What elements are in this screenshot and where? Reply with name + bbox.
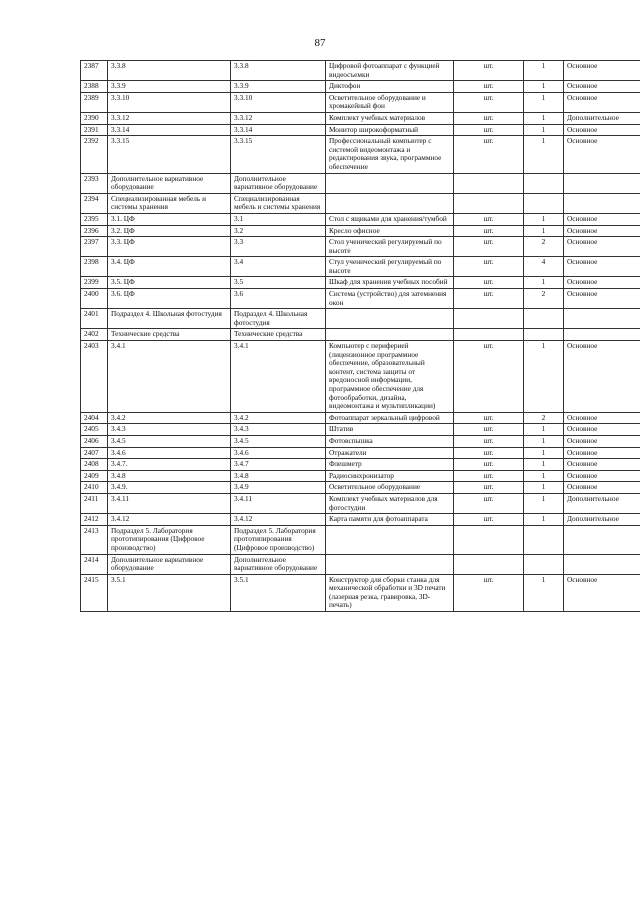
- row-number-cell: 2407: [81, 447, 108, 459]
- quantity-cell: 2: [524, 289, 564, 309]
- row-number-cell: 2396: [81, 225, 108, 237]
- category-cell: [564, 173, 640, 193]
- quantity-cell: 1: [524, 225, 564, 237]
- row-number-cell: 2387: [81, 61, 108, 81]
- unit-cell: шт.: [454, 112, 524, 124]
- category-cell: Основное: [564, 237, 640, 257]
- item-name-cell: Осветительное оборудование и хромакейный фон: [326, 92, 454, 112]
- category-cell: Основное: [564, 447, 640, 459]
- unit-cell: шт.: [454, 459, 524, 471]
- table-row: [81, 112, 640, 124]
- quantity-cell: [524, 193, 564, 213]
- item-name-cell: Система (устройство) для затемнения окон: [326, 289, 454, 309]
- row-number-cell: 2389: [81, 92, 108, 112]
- unit-cell: [454, 554, 524, 574]
- item-code-cell: 3.1: [231, 213, 326, 225]
- category-cell: [564, 554, 640, 574]
- quantity-cell: 2: [524, 237, 564, 257]
- item-name-cell: [326, 193, 454, 213]
- category-cell: [564, 193, 640, 213]
- table-row: [81, 435, 640, 447]
- quantity-cell: 1: [524, 136, 564, 173]
- quantity-cell: [524, 309, 564, 329]
- table-row: [81, 412, 640, 424]
- item-code-cell: 3.3.9: [231, 81, 326, 93]
- category-cell: Дополнительное: [564, 514, 640, 526]
- unit-cell: шт.: [454, 136, 524, 173]
- section-code-cell: 3.4. ЦФ: [108, 257, 231, 277]
- item-code-cell: 3.3.8: [231, 61, 326, 81]
- table-row: [81, 61, 640, 81]
- item-code-cell: 3.2: [231, 225, 326, 237]
- item-code-cell: Дополнительное вариативное оборудование: [231, 554, 326, 574]
- row-number-cell: 2393: [81, 173, 108, 193]
- unit-cell: [454, 525, 524, 554]
- row-number-cell: 2401: [81, 309, 108, 329]
- section-code-cell: Технические средства: [108, 329, 231, 341]
- section-code-cell: Подраздел 4. Школьная фотостудия: [108, 309, 231, 329]
- row-number-cell: 2399: [81, 277, 108, 289]
- quantity-cell: 1: [524, 92, 564, 112]
- quantity-cell: [524, 329, 564, 341]
- section-code-cell: Специализированная мебель и системы хранения: [108, 193, 231, 213]
- table-row: [81, 309, 640, 329]
- section-code-cell: 3.4.11: [108, 493, 231, 513]
- table-row: [81, 470, 640, 482]
- table-row: [81, 514, 640, 526]
- row-number-cell: 2415: [81, 574, 108, 611]
- item-code-cell: 3.4.5: [231, 435, 326, 447]
- category-cell: Основное: [564, 459, 640, 471]
- item-code-cell: Специализированная мебель и системы хранения: [231, 193, 326, 213]
- section-code-cell: 3.4.9.: [108, 482, 231, 494]
- table-row: [81, 81, 640, 93]
- section-code-cell: 3.4.3: [108, 424, 231, 436]
- item-name-cell: Диктофон: [326, 81, 454, 93]
- quantity-cell: 1: [524, 514, 564, 526]
- row-number-cell: 2406: [81, 435, 108, 447]
- table-row: [81, 459, 640, 471]
- unit-cell: шт.: [454, 341, 524, 413]
- item-code-cell: 3.4.3: [231, 424, 326, 436]
- item-code-cell: 3.3.14: [231, 124, 326, 136]
- unit-cell: шт.: [454, 213, 524, 225]
- row-number-cell: 2392: [81, 136, 108, 173]
- category-cell: Основное: [564, 435, 640, 447]
- item-code-cell: Технические средства: [231, 329, 326, 341]
- section-code-cell: 3.4.2: [108, 412, 231, 424]
- item-code-cell: 3.5: [231, 277, 326, 289]
- quantity-cell: 1: [524, 112, 564, 124]
- category-cell: Основное: [564, 61, 640, 81]
- item-code-cell: 3.3.15: [231, 136, 326, 173]
- section-code-cell: 3.5. ЦФ: [108, 277, 231, 289]
- section-code-cell: Дополнительное вариативное оборудование: [108, 554, 231, 574]
- quantity-cell: 1: [524, 61, 564, 81]
- table-row: [81, 225, 640, 237]
- row-number-cell: 2413: [81, 525, 108, 554]
- quantity-cell: 4: [524, 257, 564, 277]
- unit-cell: шт.: [454, 424, 524, 436]
- item-code-cell: 3.3.10: [231, 92, 326, 112]
- row-number-cell: 2395: [81, 213, 108, 225]
- quantity-cell: 1: [524, 470, 564, 482]
- section-code-cell: 3.3.8: [108, 61, 231, 81]
- table-row: [81, 447, 640, 459]
- category-cell: Основное: [564, 341, 640, 413]
- item-name-cell: Монитор широкоформатный: [326, 124, 454, 136]
- table-row: [81, 482, 640, 494]
- section-code-cell: Подраздел 5. Лаборатория прототипирования (Цифровое производство): [108, 525, 231, 554]
- item-code-cell: Подраздел 4. Школьная фотостудия: [231, 309, 326, 329]
- page-number: 87: [314, 37, 326, 49]
- row-number-cell: 2409: [81, 470, 108, 482]
- table-row: [81, 554, 640, 574]
- table-row: [81, 124, 640, 136]
- section-code-cell: 3.4.6: [108, 447, 231, 459]
- item-code-cell: 3.3: [231, 237, 326, 257]
- item-name-cell: Комплект учебных материалов для фотостудии: [326, 493, 454, 513]
- item-name-cell: [326, 309, 454, 329]
- item-code-cell: 3.3.12: [231, 112, 326, 124]
- item-code-cell: 3.4.6: [231, 447, 326, 459]
- quantity-cell: 1: [524, 447, 564, 459]
- unit-cell: шт.: [454, 124, 524, 136]
- section-code-cell: 3.3.10: [108, 92, 231, 112]
- section-code-cell: Дополнительное вариативное оборудование: [108, 173, 231, 193]
- row-number-cell: 2408: [81, 459, 108, 471]
- category-cell: [564, 525, 640, 554]
- table-row: [81, 92, 640, 112]
- table-row: [81, 213, 640, 225]
- quantity-cell: [524, 554, 564, 574]
- unit-cell: шт.: [454, 574, 524, 611]
- quantity-cell: 1: [524, 482, 564, 494]
- item-code-cell: 3.4.1: [231, 341, 326, 413]
- row-number-cell: 2410: [81, 482, 108, 494]
- item-name-cell: Флешметр: [326, 459, 454, 471]
- table-row: [81, 173, 640, 193]
- item-code-cell: 3.4.9: [231, 482, 326, 494]
- item-code-cell: 3.4.12: [231, 514, 326, 526]
- item-name-cell: Комплект учебных материалов: [326, 112, 454, 124]
- item-name-cell: Кресло офисное: [326, 225, 454, 237]
- item-name-cell: Цифровой фотоаппарат с функцией видеосъемки: [326, 61, 454, 81]
- quantity-cell: 2: [524, 412, 564, 424]
- item-code-cell: Дополнительное вариативное оборудование: [231, 173, 326, 193]
- section-code-cell: 3.3.9: [108, 81, 231, 93]
- category-cell: Основное: [564, 412, 640, 424]
- table-row: [81, 136, 640, 173]
- row-number-cell: 2388: [81, 81, 108, 93]
- category-cell: Основное: [564, 482, 640, 494]
- unit-cell: шт.: [454, 435, 524, 447]
- unit-cell: шт.: [454, 514, 524, 526]
- section-code-cell: 3.4.1: [108, 341, 231, 413]
- item-name-cell: Стол ученический регулируемый по высоте: [326, 237, 454, 257]
- item-code-cell: 3.6: [231, 289, 326, 309]
- item-name-cell: Фотоаппарат зеркальный цифровой: [326, 412, 454, 424]
- row-number-cell: 2400: [81, 289, 108, 309]
- unit-cell: [454, 193, 524, 213]
- item-name-cell: Компьютер с периферией (лицензионное программное обеспечение, образовательный контент, система защиты от вредоносной информации, программное обеспечение для фотообработки, дизайна, видеомонтажа и мультипликации): [326, 341, 454, 413]
- quantity-cell: 1: [524, 277, 564, 289]
- item-code-cell: 3.4.7: [231, 459, 326, 471]
- row-number-cell: 2411: [81, 493, 108, 513]
- unit-cell: шт.: [454, 482, 524, 494]
- item-code-cell: 3.4: [231, 257, 326, 277]
- unit-cell: шт.: [454, 277, 524, 289]
- section-code-cell: 3.4.12: [108, 514, 231, 526]
- table-row: [81, 574, 640, 611]
- unit-cell: [454, 173, 524, 193]
- quantity-cell: 1: [524, 341, 564, 413]
- item-name-cell: Отражатели: [326, 447, 454, 459]
- unit-cell: шт.: [454, 257, 524, 277]
- row-number-cell: 2397: [81, 237, 108, 257]
- unit-cell: шт.: [454, 470, 524, 482]
- item-name-cell: Профессиональный компьютер с системой видеомонтажа и редактирования звука, программное обеспечение: [326, 136, 454, 173]
- table-row: [81, 289, 640, 309]
- unit-cell: шт.: [454, 412, 524, 424]
- section-code-cell: 3.4.5: [108, 435, 231, 447]
- unit-cell: шт.: [454, 289, 524, 309]
- item-name-cell: Карта памяти для фотоаппарата: [326, 514, 454, 526]
- table-row: [81, 237, 640, 257]
- category-cell: Основное: [564, 257, 640, 277]
- item-code-cell: 3.4.2: [231, 412, 326, 424]
- category-cell: Основное: [564, 213, 640, 225]
- row-number-cell: 2404: [81, 412, 108, 424]
- section-code-cell: 3.3.14: [108, 124, 231, 136]
- quantity-cell: 1: [524, 459, 564, 471]
- item-code-cell: 3.4.11: [231, 493, 326, 513]
- category-cell: [564, 329, 640, 341]
- category-cell: Основное: [564, 277, 640, 289]
- item-name-cell: [326, 173, 454, 193]
- category-cell: Основное: [564, 81, 640, 93]
- category-cell: Основное: [564, 92, 640, 112]
- section-code-cell: 3.3.12: [108, 112, 231, 124]
- unit-cell: шт.: [454, 92, 524, 112]
- table-row: [81, 525, 640, 554]
- category-cell: Дополнительное: [564, 493, 640, 513]
- quantity-cell: 1: [524, 574, 564, 611]
- item-name-cell: Осветительное оборудование: [326, 482, 454, 494]
- section-code-cell: 3.2. ЦФ: [108, 225, 231, 237]
- row-number-cell: 2390: [81, 112, 108, 124]
- table-row: [81, 193, 640, 213]
- item-name-cell: [326, 554, 454, 574]
- quantity-cell: [524, 173, 564, 193]
- table-row: [81, 424, 640, 436]
- unit-cell: шт.: [454, 493, 524, 513]
- section-code-cell: 3.1. ЦФ: [108, 213, 231, 225]
- row-number-cell: 2391: [81, 124, 108, 136]
- section-code-cell: 3.5.1: [108, 574, 231, 611]
- quantity-cell: 1: [524, 213, 564, 225]
- category-cell: Основное: [564, 124, 640, 136]
- category-cell: [564, 309, 640, 329]
- category-cell: Основное: [564, 289, 640, 309]
- quantity-cell: 1: [524, 435, 564, 447]
- item-name-cell: [326, 329, 454, 341]
- item-name-cell: [326, 525, 454, 554]
- table-row: [81, 493, 640, 513]
- item-name-cell: Радиосинхронизатор: [326, 470, 454, 482]
- category-cell: Основное: [564, 574, 640, 611]
- table-row: [81, 257, 640, 277]
- section-code-cell: 3.3.15: [108, 136, 231, 173]
- section-code-cell: 3.4.8: [108, 470, 231, 482]
- quantity-cell: 1: [524, 124, 564, 136]
- equipment-table: [80, 60, 640, 612]
- category-cell: Основное: [564, 225, 640, 237]
- item-name-cell: Стул ученический регулируемый по высоте: [326, 257, 454, 277]
- item-code-cell: Подраздел 5. Лаборатория прототипирования (Цифровое производство): [231, 525, 326, 554]
- table-row: [81, 341, 640, 413]
- section-code-cell: 3.6. ЦФ: [108, 289, 231, 309]
- row-number-cell: 2412: [81, 514, 108, 526]
- quantity-cell: 1: [524, 493, 564, 513]
- row-number-cell: 2414: [81, 554, 108, 574]
- item-name-cell: Фотовспышка: [326, 435, 454, 447]
- unit-cell: шт.: [454, 61, 524, 81]
- row-number-cell: 2402: [81, 329, 108, 341]
- item-name-cell: Шкаф для хранения учебных пособий: [326, 277, 454, 289]
- row-number-cell: 2403: [81, 341, 108, 413]
- row-number-cell: 2398: [81, 257, 108, 277]
- category-cell: Основное: [564, 470, 640, 482]
- quantity-cell: 1: [524, 424, 564, 436]
- category-cell: Основное: [564, 424, 640, 436]
- item-name-cell: Конструктор для сборки станка для механической обработки и 3D печати (лазерная резка, гравировка, 3D-печать): [326, 574, 454, 611]
- unit-cell: шт.: [454, 81, 524, 93]
- item-name-cell: Штатив: [326, 424, 454, 436]
- table-row: [81, 329, 640, 341]
- unit-cell: шт.: [454, 225, 524, 237]
- unit-cell: шт.: [454, 447, 524, 459]
- item-code-cell: 3.4.8: [231, 470, 326, 482]
- quantity-cell: 1: [524, 81, 564, 93]
- section-code-cell: 3.4.7.: [108, 459, 231, 471]
- quantity-cell: [524, 525, 564, 554]
- unit-cell: [454, 329, 524, 341]
- row-number-cell: 2405: [81, 424, 108, 436]
- unit-cell: шт.: [454, 237, 524, 257]
- table-row: [81, 277, 640, 289]
- row-number-cell: 2394: [81, 193, 108, 213]
- unit-cell: [454, 309, 524, 329]
- item-name-cell: Стол с ящиками для хранения/тумбой: [326, 213, 454, 225]
- category-cell: Основное: [564, 136, 640, 173]
- category-cell: Дополнительное: [564, 112, 640, 124]
- item-code-cell: 3.5.1: [231, 574, 326, 611]
- section-code-cell: 3.3. ЦФ: [108, 237, 231, 257]
